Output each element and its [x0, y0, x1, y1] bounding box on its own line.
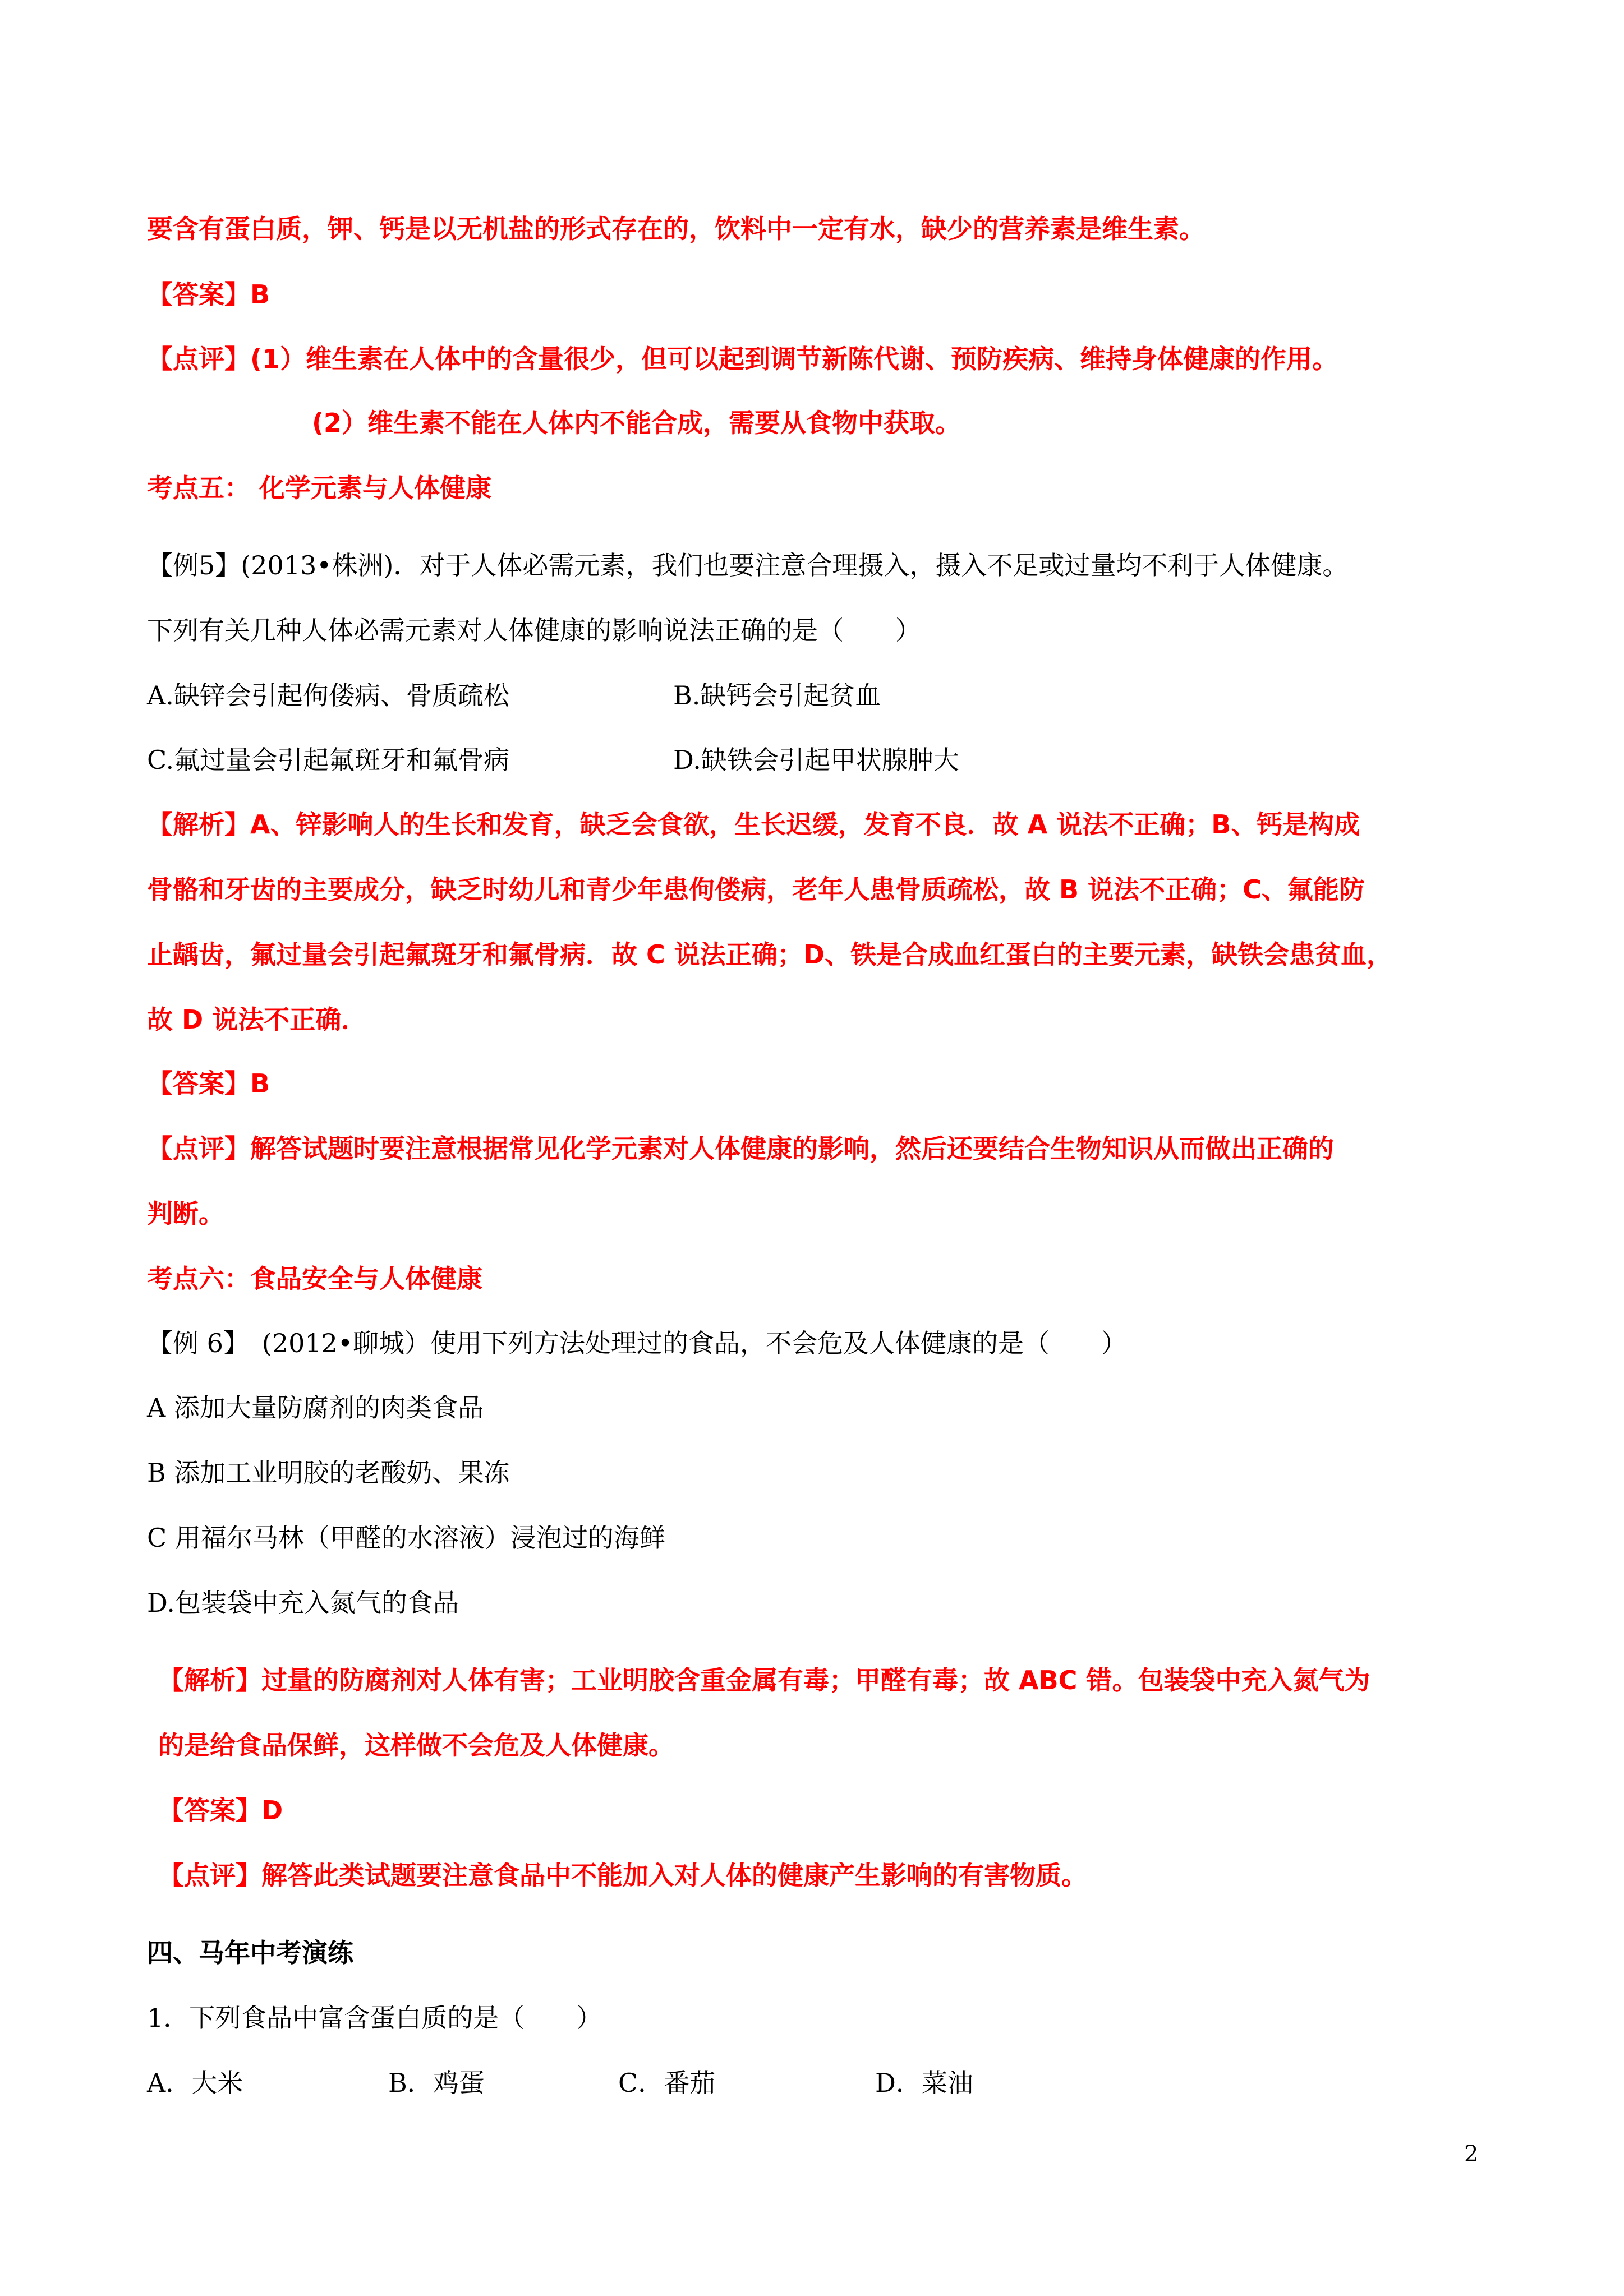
page-number: 2 [1464, 2141, 1479, 2167]
example-5-analysis-3: 止龋齿，氟过量会引起氟斑牙和氟骨病．故 C 说法正确；D、铁是合成血红蛋白的主要元素，缺铁会患贫血， [147, 939, 1392, 970]
section-heading-point-5: 考点五： 化学元素与人体健康 [147, 473, 492, 503]
example-5-comment-1: 【点评】解答试题时要注意根据常见化学元素对人体健康的影响，然后还要结合生物知识从而做出正确的 [147, 1133, 1334, 1164]
practice-q1: 1．下列食品中富含蛋白质的是（ ） [147, 2003, 602, 2033]
example-5-option-b: B.缺钙会引起贫血 [673, 680, 881, 711]
example-6-analysis-2: 的是给食品保鲜，这样做不会危及人体健康。 [158, 1730, 674, 1760]
example-6-question: 【例 6】 (2012•聊城）使用下列方法处理过的食品，不会危及人体健康的是（ ） [147, 1328, 1128, 1358]
answer-line-4: 【答案】B [147, 279, 270, 310]
comment-line-4: 【点评】(1）维生素在人体中的含量很少，但可以起到调节新陈代谢、预防疾病、维持身体健康的作用。 [147, 344, 1338, 374]
example-5-analysis-4: 故 D 说法不正确． [147, 1004, 367, 1035]
practice-q1-option-b: B．鸡蛋 [388, 2068, 485, 2098]
example-6-answer: 【答案】D [158, 1795, 283, 1825]
practice-q1-option-a: A．大米 [147, 2068, 243, 2098]
section-heading-point-6: 考点六：食品安全与人体健康 [147, 1264, 482, 1294]
example-5-answer: 【答案】B [147, 1068, 270, 1099]
example-6-option-d: D.包装袋中充入氮气的食品 [147, 1588, 459, 1618]
example-6-analysis-1: 【解析】过量的防腐剂对人体有害；工业明胶含重金属有毒；甲醛有毒；故 ABC 错。包装袋中充入氮气为 [158, 1665, 1370, 1695]
example-6-option-b: B 添加工业明胶的老酸奶、果冻 [147, 1458, 510, 1488]
example-5-question: 【例5】(2013•株洲)．对于人体必需元素，我们也要注意合理摄入，摄入不足或过量均不利于人体健康。 [147, 550, 1349, 580]
example-5-comment-2: 判断。 [147, 1198, 224, 1229]
comment-line-4b: (2）维生素不能在人体内不能合成，需要从食物中获取。 [312, 408, 961, 438]
practice-q1-option-d: D．菜油 [875, 2068, 973, 2098]
practice-q1-option-c: C．番茄 [618, 2068, 716, 2098]
example-6-comment: 【点评】解答此类试题要注意食品中不能加入对人体的健康产生影响的有害物质。 [158, 1860, 1087, 1891]
example-6-option-a: A 添加大量防腐剂的肉类食品 [147, 1393, 484, 1423]
example-6-option-c: C 用福尔马林（甲醛的水溶液）浸泡过的海鲜 [147, 1523, 665, 1553]
example-5-analysis-2: 骨骼和牙齿的主要成分，缺乏时幼儿和青少年患佝偻病，老年人患骨质疏松，故 B 说法不正确；C、氟能防 [147, 874, 1365, 905]
example-5-analysis-1: 【解析】A、锌影响人的生长和发育，缺乏会食欲，生长迟缓，发育不良．故 A 说法不正确；B、钙是构成 [147, 809, 1360, 840]
section-heading-practice: 四、马年中考演练 [147, 1938, 353, 1968]
example-5-question-cont: 下列有关几种人体必需元素对人体健康的影响说法正确的是（ ） [147, 615, 921, 646]
example-5-option-a: A.缺锌会引起佝偻病、骨质疏松 [147, 680, 509, 711]
example-5-option-c: C.氟过量会引起氟斑牙和氟骨病 [147, 745, 510, 775]
example-5-option-d: D.缺铁会引起甲状腺肿大 [673, 745, 959, 775]
analysis-continuation: 要含有蛋白质，钾、钙是以无机盐的形式存在的，饮料中一定有水，缺少的营养素是维生素。 [147, 214, 1205, 244]
